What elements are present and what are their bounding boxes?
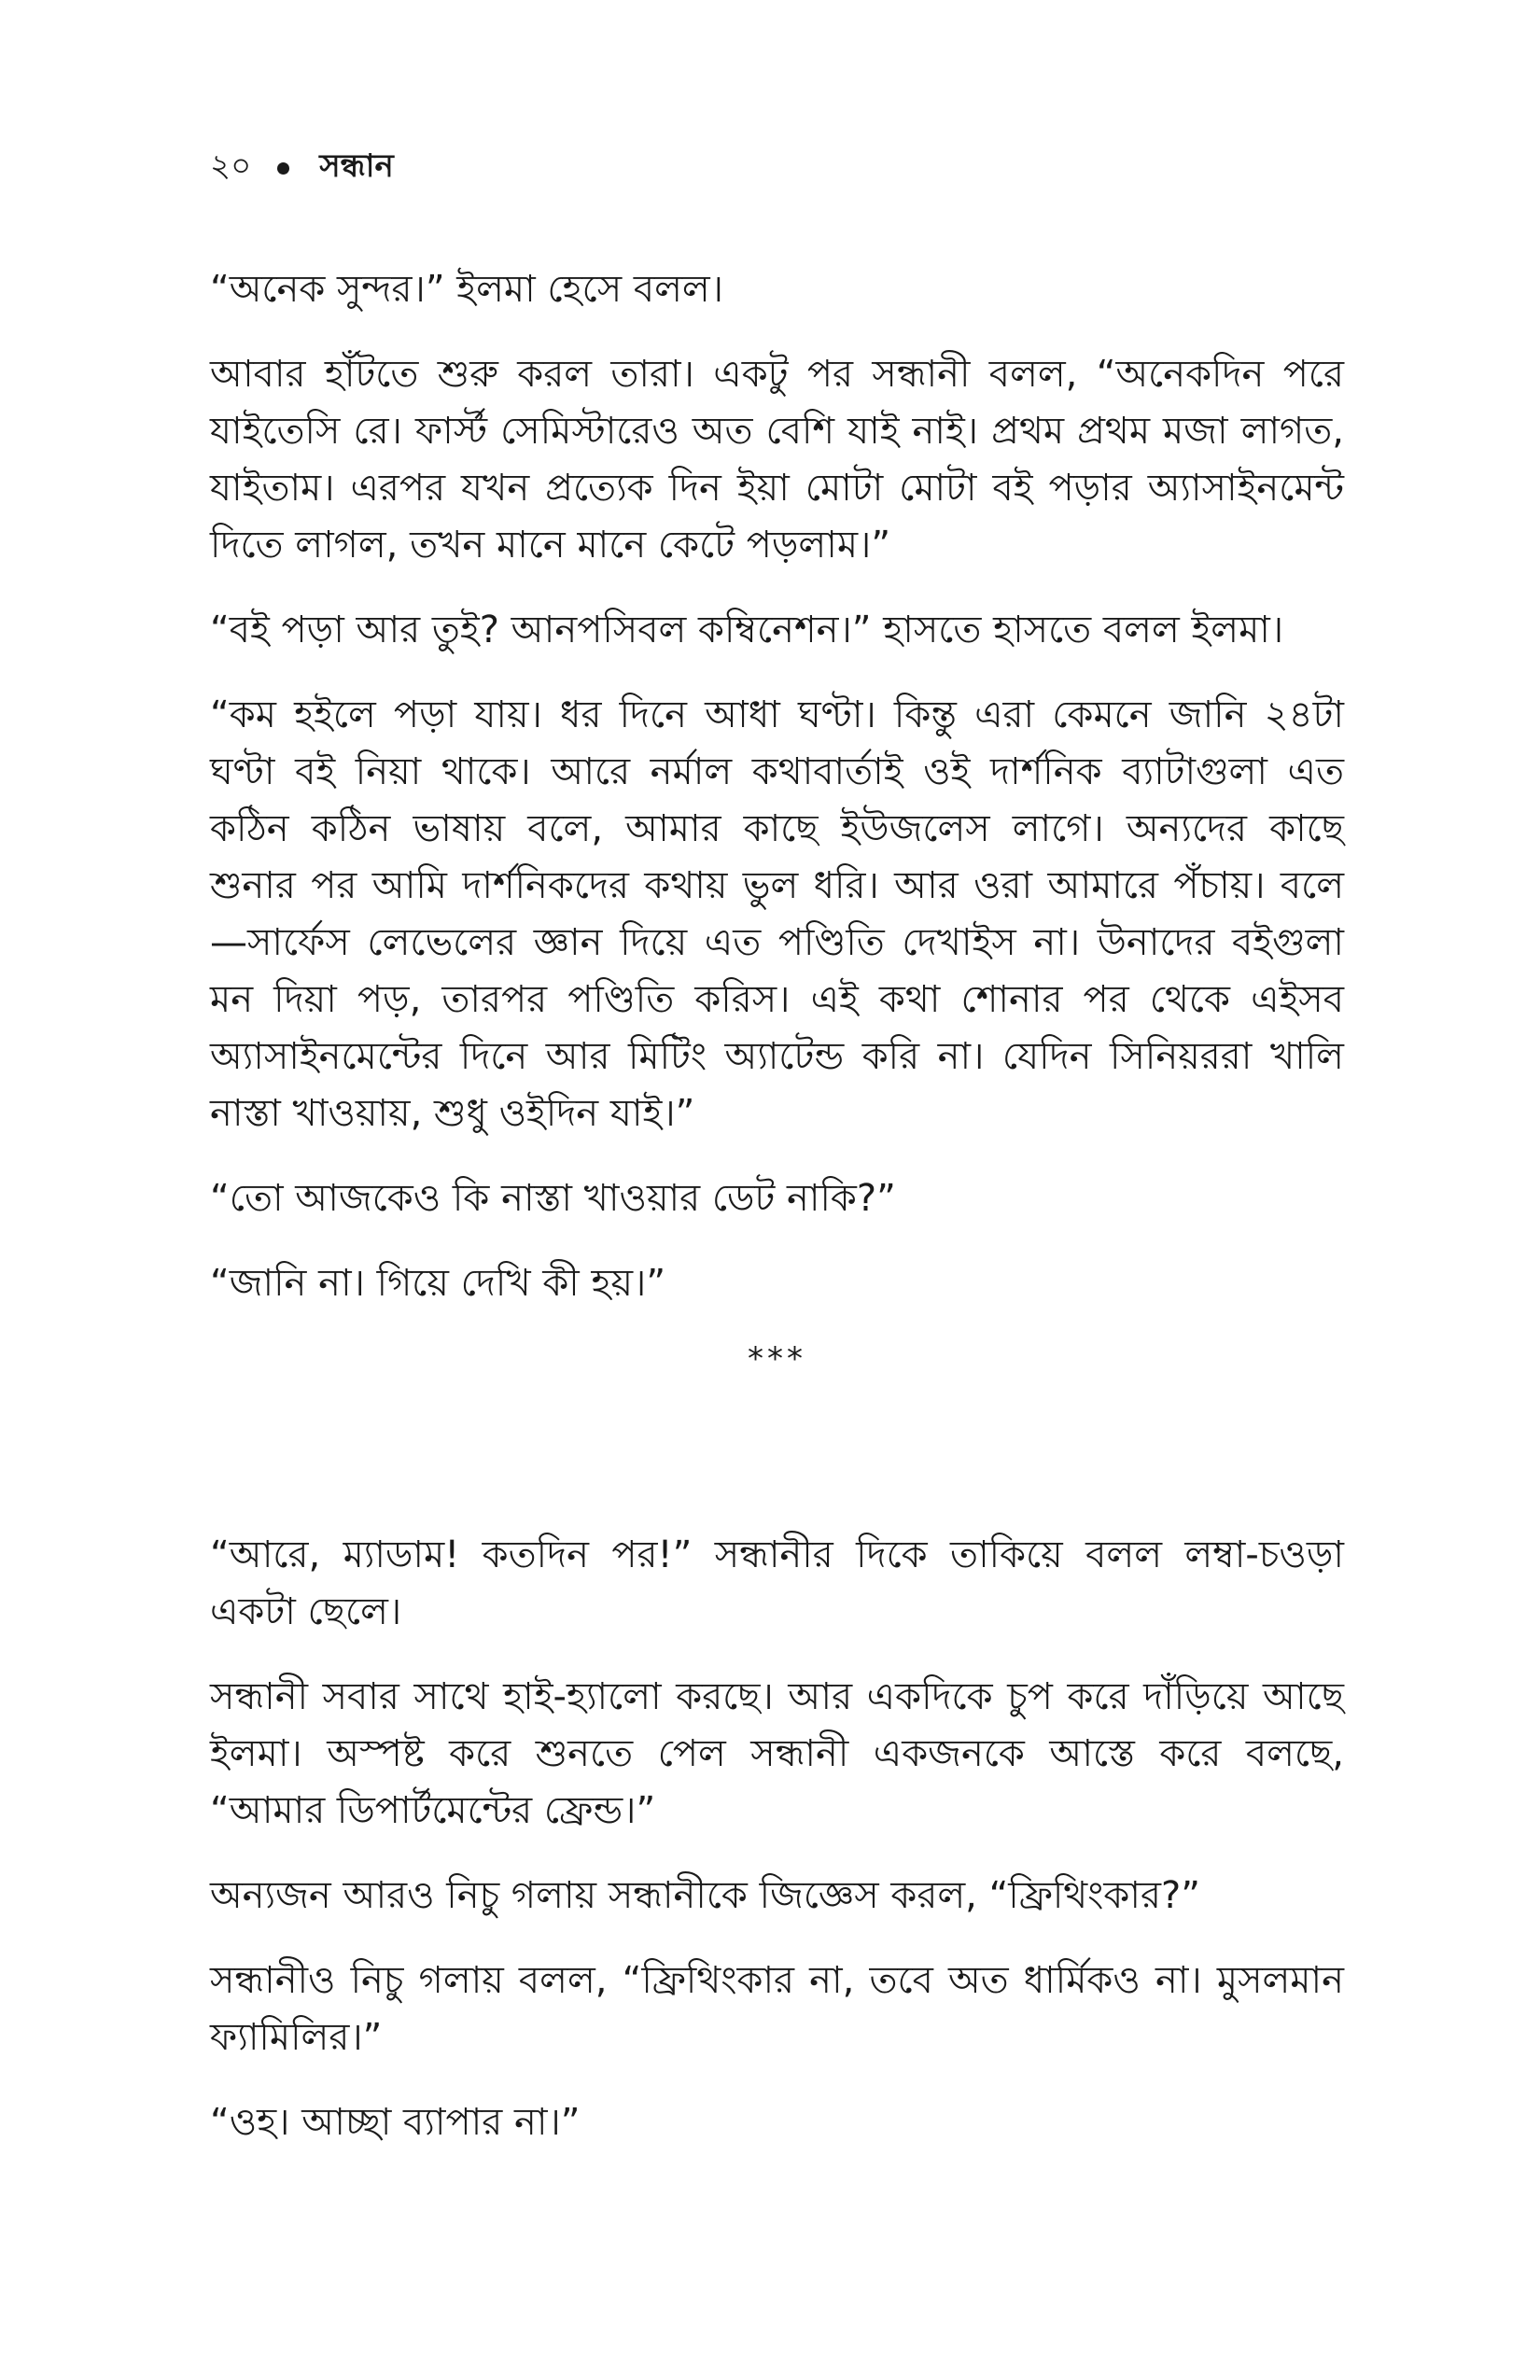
bullet-separator-icon	[277, 162, 289, 175]
paragraph: “অনেক সুন্দর।” ইলমা হেসে বলল।	[210, 268, 724, 311]
paragraph: “ওহ। আচ্ছা ব্যাপার না।”	[210, 2101, 581, 2144]
book-page	[210, 140, 1344, 2179]
book-title: সন্ধান	[319, 147, 394, 185]
paragraph: “আরে, ম্যাডাম! কতদিন পর!” সন্ধানীর দিকে তাকিয়ে বলল লম্বা-চওড়া একটা ছেলে।	[210, 1533, 1344, 1633]
paragraph: আবার হাঁটতে শুরু করল তারা। একটু পর সন্ধানী বলল, “অনেকদিন পরে যাইতেসি রে। ফার্স্ট সেমিস্টারেও অত বেশি যাই নাই। প্রথম প্রথম মজা লাগত, যাইতাম। এরপর যখন প্রত্যেক দিন ইয়া মোটা মোটা বই পড়ার অ্যাসাইনমেন্ট দিতে লাগল, তখন মানে মানে কেটে পড়লাম।”	[210, 353, 1344, 567]
body-text	[210, 261, 1344, 2151]
paragraph: “কম হইলে পড়া যায়। ধর দিনে আধা ঘণ্টা। কিন্তু এরা কেমনে জানি ২৪টা ঘণ্টা বই নিয়া থাকে। আরে নর্মাল কথাবার্তাই ওই দার্শনিক ব্যাটাগুলা এত কঠিন কঠিন ভাষায় বলে, আমার কাছে ইউজলেস লাগে। অন্যদের কাছে শুনার পর আমি দার্শনিকদের কথায় ভুল ধরি। আর ওরা আমারে পঁচায়। বলে—সার্ফেস লেভেলের জ্ঞান দিয়ে এত পণ্ডিতি দেখাইস না। উনাদের বইগুলা মন দিয়া পড়, তারপর পণ্ডিতি করিস। এই কথা শোনার পর থেকে এইসব অ্যাসাইনমেন্টের দিনে আর মিটিং অ্যাটেন্ড করি না। যেদিন সিনিয়ররা খালি নাস্তা খাওয়ায়, শুধু ওইদিন যাই।”	[210, 693, 1344, 1135]
running-header	[210, 140, 1344, 196]
paragraph: সন্ধানীও নিচু গলায় বলল, “ফ্রিথিংকার না, তবে অত ধার্মিকও না। মুসলমান ফ্যামিলির।”	[210, 1959, 1344, 2059]
paragraph: “তো আজকেও কি নাস্তা খাওয়ার ডেট নাকি?”	[210, 1177, 896, 1220]
section-separator: ***	[748, 1340, 806, 1378]
paragraph: অন্যজন আরও নিচু গলায় সন্ধানীকে জিজ্ঞেস করল, “ফ্রিথিংকার?”	[210, 1874, 1200, 1917]
paragraph: “জানি না। গিয়ে দেখি কী হয়।”	[210, 1262, 666, 1305]
page-number: ২০	[210, 147, 252, 185]
paragraph: “বই পড়া আর তুই? আনপসিবল কম্বিনেশন।” হাসতে হাসতে বলল ইলমা।	[210, 609, 1284, 651]
paragraph: সন্ধানী সবার সাথে হাই-হ্যালো করছে। আর একদিকে চুপ করে দাঁড়িয়ে আছে ইলমা। অস্পষ্ট করে শুনতে পেল সন্ধানী একজনকে আস্তে করে বলছে, “আমার ডিপার্টমেন্টের ফ্রেন্ড।”	[210, 1675, 1344, 1832]
